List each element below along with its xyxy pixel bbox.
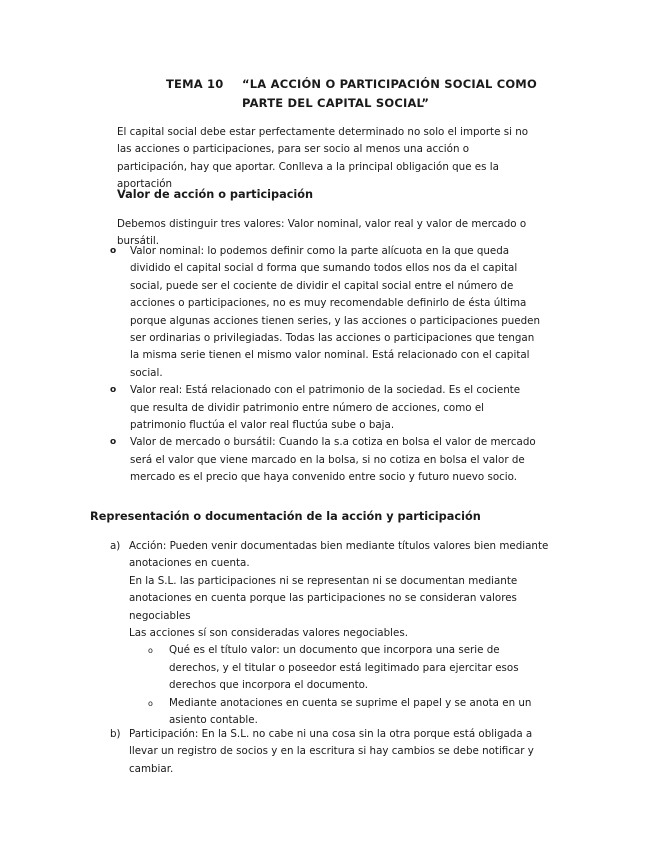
title-line-2: PARTE DEL CAPITAL SOCIAL”	[242, 96, 430, 110]
sub-text-anotaciones: Mediante anotaciones en cuenta se suprime el papel y se anota en un asiento contable.	[169, 696, 532, 727]
list-item	[148, 642, 543, 694]
sub-text-titulo-valor: Qué es el título valor: un documento que incorpora una serie de derechos, y el titular o poseedor está legitimado para ejercitar esos derechos que incorpora el documento.	[169, 644, 519, 692]
item-b-participacion	[110, 726, 549, 778]
title-number: TEMA 10	[166, 77, 224, 91]
title-line-1: “LA ACCIÓN O PARTICIPACIÓN SOCIAL COMO	[242, 77, 537, 91]
list-item	[110, 382, 540, 434]
section-heading-representacion: Representación o documentación de la acción y participación	[90, 510, 481, 523]
valor-bullet-list	[110, 243, 540, 487]
item-a-label: a)	[110, 540, 121, 552]
bullet-text-real: Valor real: Está relacionado con el patrimonio de la sociedad. Es el cociente que resulta de dividir patrimonio entre número de acciones, como el patrimonio fluctúa el valor real fluctúa sube o baja.	[130, 384, 521, 432]
bullet-icon: o	[110, 246, 117, 256]
bullet-icon: o	[110, 385, 117, 396]
item-a-line-3: Las acciones sí son consideradas valores negociables.	[129, 627, 408, 640]
list-item	[110, 434, 540, 486]
sub-bullet-icon: o	[148, 698, 153, 708]
sub-bullet-icon: o	[148, 646, 153, 656]
item-a-accion	[110, 538, 549, 729]
item-b-text: Participación: En la S.L. no cabe ni una cosa sin la otra porque está obligada a llevar un registro de socios y en la escritura si hay cambios se debe notificar y cambiar.	[129, 728, 534, 775]
item-a-sub-list	[148, 642, 543, 729]
valor-lead-paragraph: Debemos distinguir tres valores: Valor nominal, valor real y valor de mercado o bursátil.	[117, 218, 527, 248]
section-heading-valor: Valor de acción o participación	[117, 188, 314, 201]
item-a-line-2: En la S.L. las participaciones ni se representan ni se documentan mediante anotaciones en cuenta porque las participaciones no se consideran valores negociables	[129, 574, 518, 622]
list-item	[148, 695, 543, 730]
bullet-text-nominal: Valor nominal: lo podemos definir como la parte alícuota en la que queda dividido el capital social d forma que sumando todos ellos nos da el capital social, puede ser el cociente de dividir el capital social entre el número de acciones o participaciones, no es muy recomendable definirlo de ésta última porque algunas acciones tienen series, y las acciones o participaciones pueden ser ordinarias o privilegiadas. Todas las acciones o participaciones que tengan la misma serie tienen el mismo valor nominal. Está relacionado con el capital social.	[130, 245, 540, 379]
bullet-icon: o	[110, 437, 117, 448]
intro-paragraph: El capital social debe estar perfectamente determinado no solo el importe si no las acciones o participaciones, para ser socio al menos una acción o participación, hay que aportar. Conlleva a la principal obligación que es la aportación	[117, 126, 529, 191]
bullet-text-mercado: Valor de mercado o bursátil: Cuando la s.a cotiza en bolsa el valor de mercado será el valor que viene marcado en la bolsa, si no cotiza en bolsa el valor de mercado es el precio que haya convenido entre socio y futuro nuevo socio.	[130, 436, 536, 484]
item-a-line-1: Acción: Pueden venir documentadas bien mediante títulos valores bien mediante anotaciones en cuenta.	[129, 540, 549, 570]
list-item	[110, 243, 540, 382]
item-b-label: b)	[110, 728, 121, 740]
